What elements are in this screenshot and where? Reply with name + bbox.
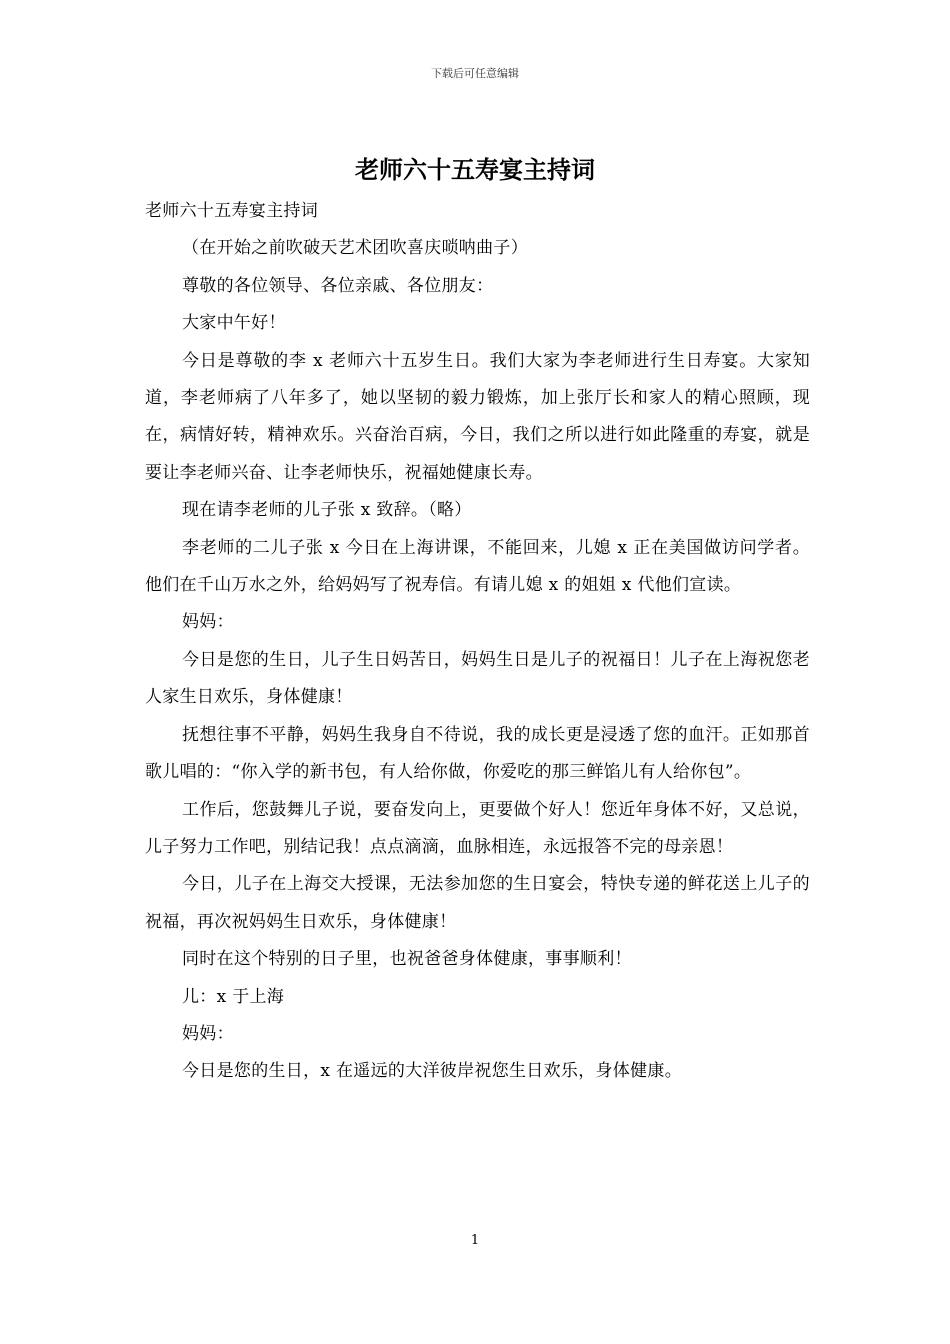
paragraph: 妈妈： — [182, 612, 234, 633]
page-number: 1 — [470, 1233, 480, 1248]
paragraph: 今日是尊敬的李 x 老师六十五岁生日。我们大家为李老师进行生日寿宴。大家知道，李老师病了八年多了，她以坚韧的毅力锻炼，加上张厅长和家人的精心照顾，现在，病情好转，精神欢乐。兴奋治百病，今日，我们之所以进行如此隆重的寿宴，就是要让李老师兴奋、让李老师快乐，祝福她健康长寿。 — [145, 350, 810, 483]
paragraph: 今日，儿子在上海交大授课，无法参加您的生日宴会，特快专递的鲜花送上儿子的祝福，再次祝妈妈生日欢乐，身体健康！ — [145, 874, 810, 932]
paragraph: 现在请李老师的儿子张 x 致辞。（略） — [182, 500, 472, 521]
paragraph-subtitle: 老师六十五寿宴主持词 — [145, 201, 318, 221]
paragraph: 大家中午好！ — [182, 313, 286, 334]
paragraph: 妈妈： — [182, 1023, 234, 1044]
paragraph: 今日是您的生日，x 在遥远的大洋彼岸祝您生日欢乐，身体健康。 — [182, 1061, 682, 1082]
paragraph: 抚想往事不平静，妈妈生我身自不待说，我的成长更是浸透了您的血汗。正如那首歌儿唱的：“你入学的新书包，有人给你做，你爱吃的那三鲜馅儿有人给你包”。 — [145, 724, 810, 783]
page-header-note: 下载后可任意编辑 — [431, 67, 519, 80]
paragraph-stage-note: （在开始之前吹破天艺术团吹喜庆唢呐曲子） — [182, 238, 528, 259]
paragraph-greeting: 尊敬的各位领导、各位亲戚、各位朋友： — [182, 275, 494, 296]
paragraph: 工作后，您鼓舞儿子说，要奋发向上，更要做个好人！您近年身体不好，又总说，儿子努力工作吧，别结记我！点点滴滴，血脉相连，永远报答不完的母亲恩！ — [145, 799, 810, 857]
document-body — [145, 193, 810, 1091]
paragraph: 同时在这个特别的日子里，也祝爸爸身体健康，事事顺利！ — [182, 949, 632, 970]
paragraph: 今日是您的生日，儿子生日妈苦日，妈妈生日是儿子的祝福日！儿子在上海祝您老人家生日欢乐，身体健康！ — [145, 649, 810, 708]
document-title: 老师六十五寿宴主持词 — [355, 155, 595, 184]
paragraph: 李老师的二儿子张 x 今日在上海讲课，不能回来，儿媳 x 正在美国做访问学者。他们在千山万水之外，给妈妈写了祝寿信。有请儿媳 x 的姐姐 x 代他们宣读。 — [145, 537, 810, 596]
paragraph-signature: 儿：x 于上海 — [182, 986, 285, 1007]
